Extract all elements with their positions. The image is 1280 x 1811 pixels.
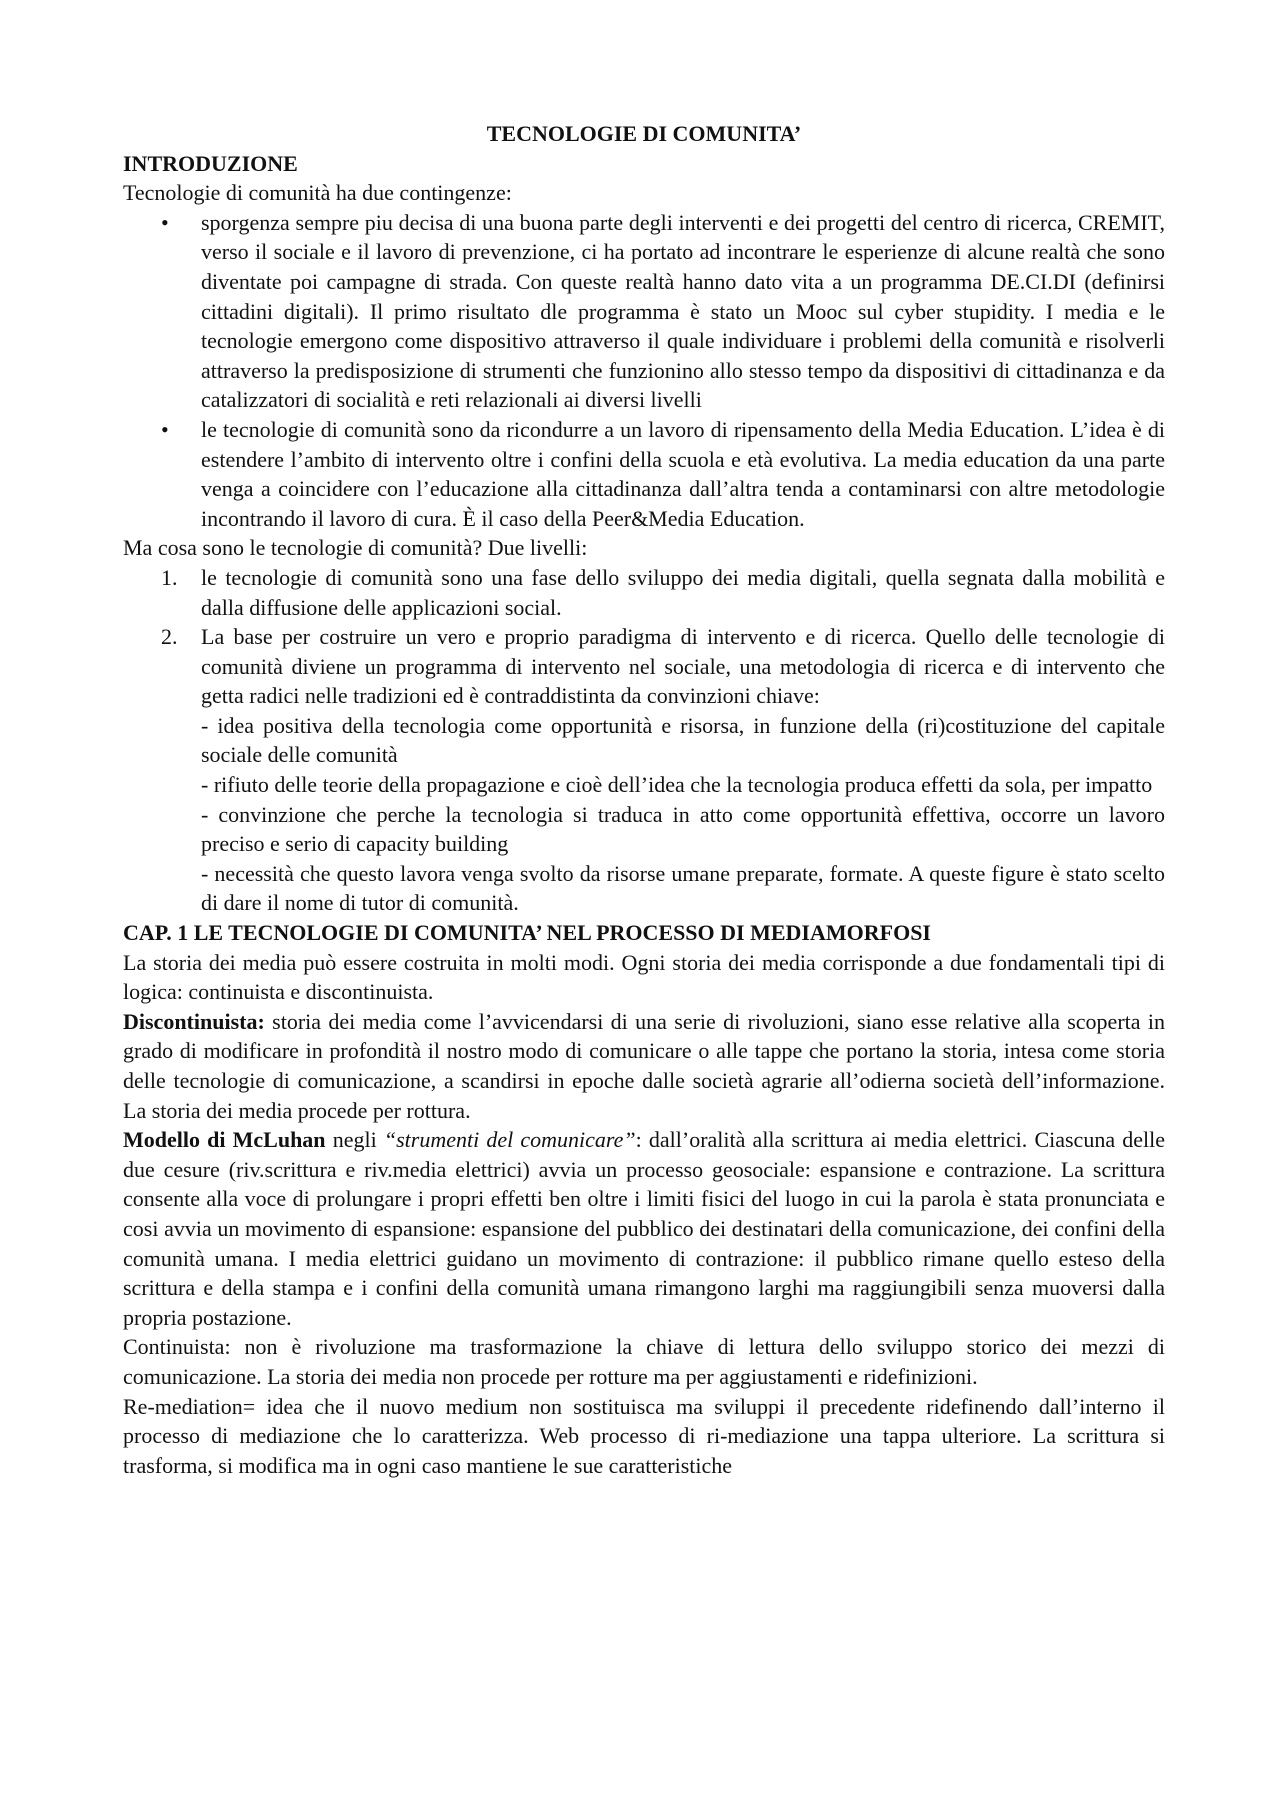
- conviction-point: - idea positiva della tecnologia come opportunità e risorsa, in funzione della (ri)costituzione del capitale sociale delle comunità: [201, 712, 1165, 768]
- paragraph-text: storia dei media come l’avvicendarsi di una serie di rivoluzioni, siano esse relative alla scoperta in grado di modificare in profondità il nostro modo di comunicare o alle tappe che portano la storia, intesa come storia delle tecnologie di comunicazione, a scandirsi in epoche dalle società agrarie all’odierna società dell’informazione. La storia dei media procede per rottura.: [123, 1008, 1165, 1123]
- level-text: La base per costruire un vero e proprio paradigma di intervento e di ricerca. Quello delle tecnologie di comunità diviene un programma di intervento nel sociale, una metodologia di ricerca e di intervento che getta radici nelle tradizioni ed è contraddistinta da convinzioni chiave:: [201, 624, 1165, 709]
- list-item: [161, 415, 1165, 533]
- paragraph: Re-mediation= idea che il nuovo medium non sostituisca ma sviluppi il precedente ridefinendo dall’interno il processo di mediazione che lo caratterizza. Web processo di ri-mediazione una tappa ulteriore. La scrittura si trasforma, si modifica ma in ogni caso mantiene le sue caratteristiche: [123, 1393, 1165, 1478]
- intro-heading: INTRODUZIONE: [123, 150, 298, 176]
- list-item: [161, 208, 1165, 415]
- list-item: [161, 622, 1165, 918]
- document-title: TECNOLOGIE DI COMUNITA’: [486, 121, 802, 146]
- term-label: Discontinuista:: [123, 1008, 265, 1034]
- conviction-point: - convinzione che perche la tecnologia si traduca in atto come opportunità effettiva, occorre un lavoro preciso e serio di capacity building: [201, 801, 1165, 857]
- conviction-point: - rifiuto delle teorie della propagazione e cioè dell’idea che la tecnologia produca effetti da sola, per impatto: [201, 772, 1153, 798]
- intro-bullet-list: [123, 208, 1165, 534]
- paragraph-text: : dall’oralità alla scrittura ai media elettrici. Ciascuna delle due cesure (riv.scrittura e riv.media elettrici) avvia un processo geosociale: espansione e contrazione. La scrittura consente alla voce di prolungare i propri effetti ben oltre i limiti fisici del luogo in cui la parola è stata pronunciata e cosi avvia un movimento di espansione: espansione del pubblico dei destinatari della comunicazione, dei confini della comunità umana. I media elettrici guidano un movimento di contrazione: il pubblico rimane quello esteso della scrittura e della stampa e i confini della comunità umana rimangono larghi ma raggiungibili senza muoversi dalla propria postazione.: [123, 1127, 1165, 1330]
- intro-lead: Tecnologie di comunità ha due contingenze:: [123, 180, 512, 206]
- chapter-heading: CAP. 1 LE TECNOLOGIE DI COMUNITA’ NEL PROCESSO DI MEDIAMORFOSI: [123, 920, 931, 946]
- list-item: [161, 563, 1165, 622]
- level-text: le tecnologie di comunità sono una fase dello sviluppo dei media digitali, quella segnata dalla mobilità e dalla diffusione delle applicazioni social.: [201, 564, 1165, 620]
- bullet-icon: •: [161, 209, 169, 235]
- paragraph: [123, 1007, 1165, 1125]
- levels-list: [123, 563, 1165, 918]
- list-number: 2.: [161, 624, 178, 650]
- paragraph: La storia dei media può essere costruita in molti modi. Ogni storia dei media corrisponde a due fondamentali tipi di logica: continuista e discontinuista.: [123, 949, 1165, 1005]
- bullet-icon: •: [161, 416, 169, 442]
- intro-question: Ma cosa sono le tecnologie di comunità? Due livelli:: [123, 535, 588, 561]
- term-label: Modello di McLuhan: [123, 1127, 326, 1153]
- paragraph: [123, 1125, 1165, 1332]
- list-number: 1.: [161, 564, 178, 590]
- bullet-text: sporgenza sempre piu decisa di una buona parte degli interventi e dei progetti del centro di ricerca, CREMIT, verso il sociale e il lavoro di prevenzione, ci ha portato ad incontrare le esperienze di alcune realtà che sono diventate poi campagne di strada. Con queste realtà hanno dato vita a un programma DE.CI.DI (definirsi cittadini digitali). Il primo risultato dle programma è stato un Mooc sul cyber stupidity. I media e le tecnologie emergono come dispositivo attraverso il quale individuare i problemi della comunità e risolverli attraverso la predisposizione di strumenti che funzionino allo stesso tempo da dispositivi di cittadinanza e da catalizzatori di socialità e reti relazionali ai diversi livelli: [201, 209, 1165, 413]
- book-title: “strumenti del comunicare”: [383, 1127, 636, 1153]
- bullet-text: le tecnologie di comunità sono da ricondurre a un lavoro di ripensamento della Media Education. L’idea è di estendere l’ambito di intervento oltre i confini della scuola e età evolutiva. La media education da una parte venga a coincidere con l’educazione alla cittadinanza dall’altra tenda a contaminarsi con altre metodologie incontrando il lavoro di cura. È il caso della Peer&Media Education.: [201, 416, 1165, 531]
- paragraph: Continuista: non è rivoluzione ma trasformazione la chiave di lettura dello sviluppo storico dei mezzi di comunicazione. La storia dei media non procede per rotture ma per aggiustamenti e ridefinizioni.: [123, 1334, 1165, 1389]
- conviction-point: - necessità che questo lavora venga svolto da risorse umane preparate, formate. A queste figure è stato scelto di dare il nome di tutor di comunità.: [201, 860, 1165, 916]
- document-page: [123, 119, 1165, 1480]
- paragraph-text: negli: [325, 1127, 384, 1153]
